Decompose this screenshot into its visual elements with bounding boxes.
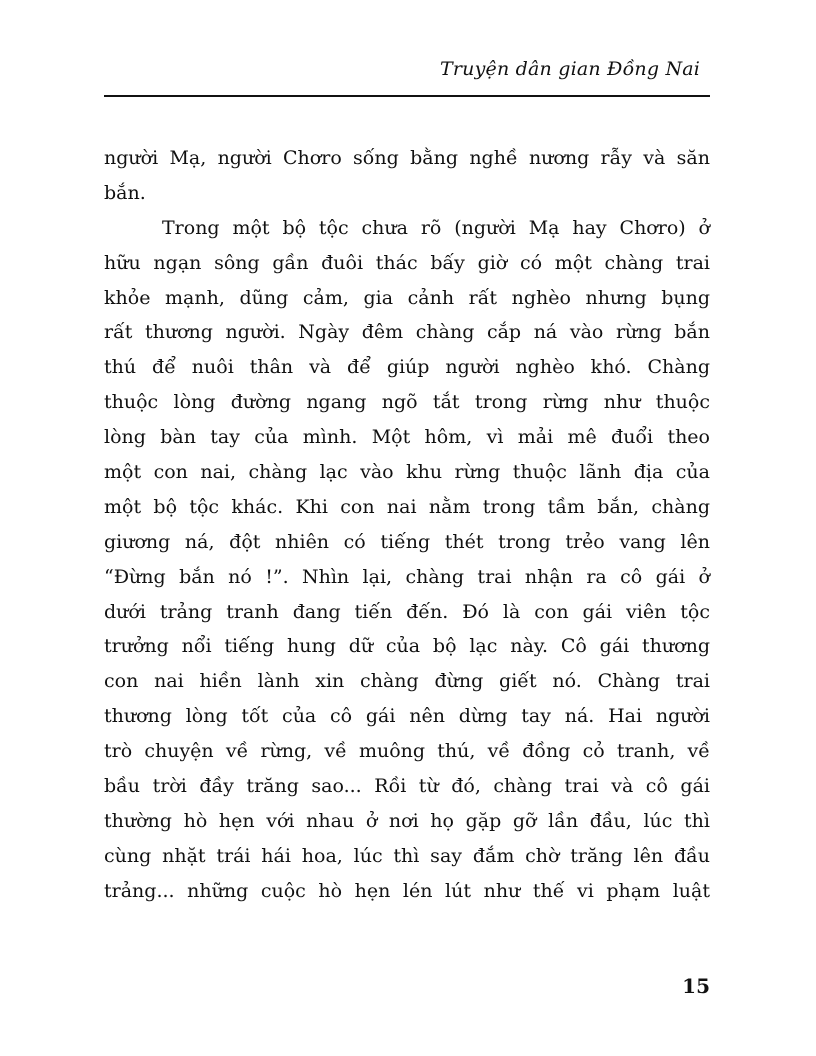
text-line: rất thương người. Ngày đêm chàng cắp ná vào rừng bắn xyxy=(104,321,710,344)
text-line: giương ná, đột nhiên có tiếng thét trong trẻo vang lên xyxy=(104,530,710,553)
header-rule xyxy=(104,95,710,97)
text-line: con nai hiền lành xin chàng đừng giết nó. Chàng trai xyxy=(104,670,710,693)
text-line: lòng bàn tay của mình. Một hôm, vì mải mê đuổi theo xyxy=(104,426,710,449)
text-line: khỏe mạnh, dũng cảm, gia cảnh rất nghèo nhưng bụng xyxy=(104,286,710,309)
text-line: trò chuyện về rừng, về muông thú, về đồng cỏ tranh, về xyxy=(104,740,710,763)
body-text xyxy=(104,141,710,909)
text-line: thú để nuôi thân và để giúp người nghèo khó. Chàng xyxy=(104,356,710,379)
text-line: trưởng nổi tiếng hung dữ của bộ lạc này. Cô gái thương xyxy=(104,635,710,658)
text-line: bầu trời đầy trăng sao... Rồi từ đó, chàng trai và cô gái xyxy=(104,775,710,798)
text-line: trảng... những cuộc hò hẹn lén lút như thế vi phạm luật xyxy=(104,879,710,902)
text-line: cùng nhặt trái hái hoa, lúc thì say đắm chờ trăng lên đầu xyxy=(104,844,710,867)
text-line: một bộ tộc khác. Khi con nai nằm trong tầm bắn, chàng xyxy=(104,495,710,518)
text-line: dưới trảng tranh đang tiến đến. Đó là con gái viên tộc xyxy=(104,600,710,623)
text-line: người Mạ, người Chơro sống bằng nghề nương rẫy và săn xyxy=(104,147,710,169)
text-line: Trong một bộ tộc chưa rõ (người Mạ hay Chơro) ở xyxy=(162,216,710,239)
text-line: một con nai, chàng lạc vào khu rừng thuộc lãnh địa của xyxy=(104,461,710,484)
text-line: thường hò hẹn với nhau ở nơi họ gặp gỡ lần đầu, lúc thì xyxy=(104,809,710,832)
text-line: thương lòng tốt của cô gái nên dừng tay ná. Hai người xyxy=(104,705,710,728)
text-line: “Đừng bắn nó !”. Nhìn lại, chàng trai nhận ra cô gái ở xyxy=(104,565,710,588)
page-number: 15 xyxy=(682,974,710,998)
text-line: thuộc lòng đường ngang ngõ tắt trong rừng như thuộc xyxy=(104,391,710,414)
text-line: bắn. xyxy=(104,181,146,204)
text-line: hữu ngạn sông gần đuôi thác bấy giờ có một chàng trai xyxy=(104,251,710,274)
header-title: Truyện dân gian Đồng Nai xyxy=(440,58,701,80)
